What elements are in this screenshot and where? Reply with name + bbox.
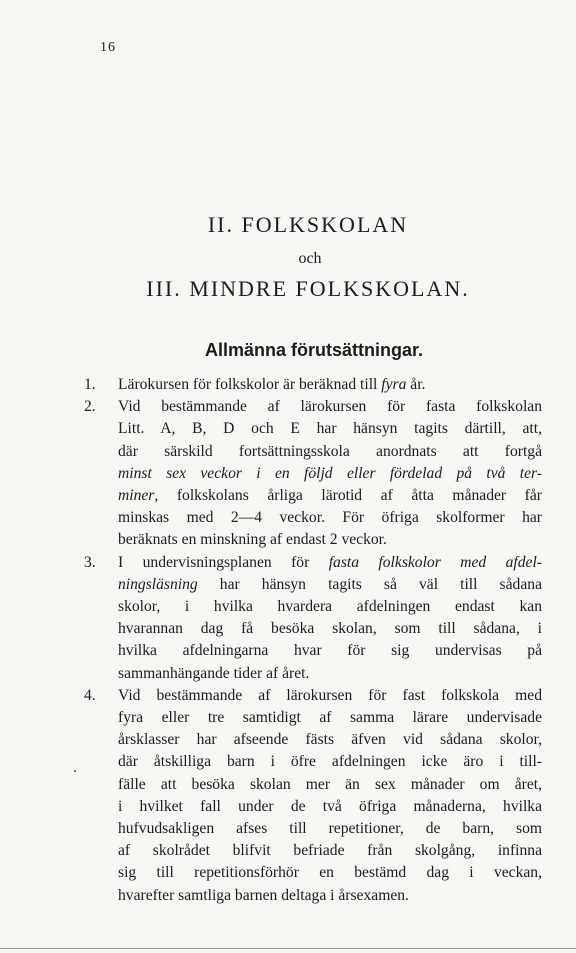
text-line: fälle att besöka skolan mer än sex månader om året,	[118, 775, 542, 793]
italic-text: miner	[118, 487, 155, 505]
text-line: Vid bestämmande af lärokursen för fasta folkskolan	[118, 398, 542, 416]
text-line: miner, folkskolans årliga lärotid af åtta månader får	[118, 487, 542, 505]
list-item	[84, 396, 542, 551]
text-line: där särskild fortsättningsskola anordnats att fortgå	[118, 442, 542, 460]
text-line: hvarannan dag få besöka skolan, som till sådana, i	[118, 620, 542, 638]
text-line: skolor, i hvilka hvardera afdelningen endast kan	[118, 598, 542, 616]
text-line: beräknats en minskning af endast 2 veckor.	[118, 531, 387, 549]
item-number: 4.	[84, 686, 96, 704]
italic-text: minst sex veckor i en följd eller fördelad på två ter-	[118, 464, 542, 482]
italic-text: ningsläsning	[118, 575, 198, 593]
subheading: Allmänna förutsättningar.	[204, 340, 424, 360]
list-item	[84, 552, 542, 685]
text-line: fyra eller tre samtidigt af samma lärare undervisade	[118, 709, 542, 727]
list-item	[84, 374, 542, 396]
text-line: ningsläsning har hänsyn tagits så väl till sådana	[118, 575, 542, 593]
numbered-list	[84, 374, 542, 907]
text-line: sammanhängande tider af året.	[118, 664, 310, 682]
text-line: I undervisningsplanen för fasta folkskolor med afdel-	[118, 553, 542, 571]
text-line: af skolrådet blifvit befriade från skolgång, infinna	[118, 842, 542, 860]
text-line: i hvilket fall under de två öfriga månaderna, hvilka	[118, 797, 542, 815]
margin-mark	[74, 770, 76, 772]
item-text	[118, 374, 542, 396]
text-line: Vid bestämmande af lärokursen för fast folkskola med	[118, 686, 542, 704]
list-item	[84, 685, 542, 907]
text-line: Lärokursen för folkskolor är beräknad till fyra år.	[118, 376, 426, 393]
text-line: minskas med 2—4 veckor. För öfriga skolformer har	[118, 509, 542, 527]
text-line: hvarefter samtliga barnen deltaga i årsexamen.	[118, 886, 409, 904]
italic-text: fasta folkskolor med afdel-	[328, 553, 542, 571]
item-number: 1.	[84, 376, 96, 393]
text-line: sig till repetitionsförhör en bestämd dag i veckan,	[118, 864, 542, 882]
text-line: där åtskilliga barn i öfre afdelningen icke äro i till-	[118, 753, 542, 771]
item-number: 2.	[84, 398, 96, 416]
item-text	[118, 685, 542, 907]
page-number: 16	[100, 40, 116, 55]
section-heading-folkskolan: II. FOLKSKOLAN	[207, 212, 409, 237]
item-number: 3.	[84, 553, 96, 571]
text-line: årsklasser har afseende fästs äfven vid sådana skolor,	[118, 731, 542, 749]
text-line: hvilka afdelningarna hvar för sig undervisas på	[118, 642, 542, 660]
italic-text: fyra	[381, 376, 407, 393]
heading-connector: och	[298, 250, 322, 267]
page-bottom-rule	[0, 948, 576, 949]
text-line: Litt. A, B, D och E har hänsyn tagits därtill, att,	[118, 420, 542, 438]
item-text	[118, 396, 542, 551]
text-line	[118, 463, 542, 485]
text-line: hufvudsakligen afses till repetitioner, de barn, som	[118, 820, 542, 838]
section-heading-mindre-folkskolan: III. MINDRE FOLKSKOLAN.	[146, 276, 470, 301]
item-text	[118, 552, 542, 685]
